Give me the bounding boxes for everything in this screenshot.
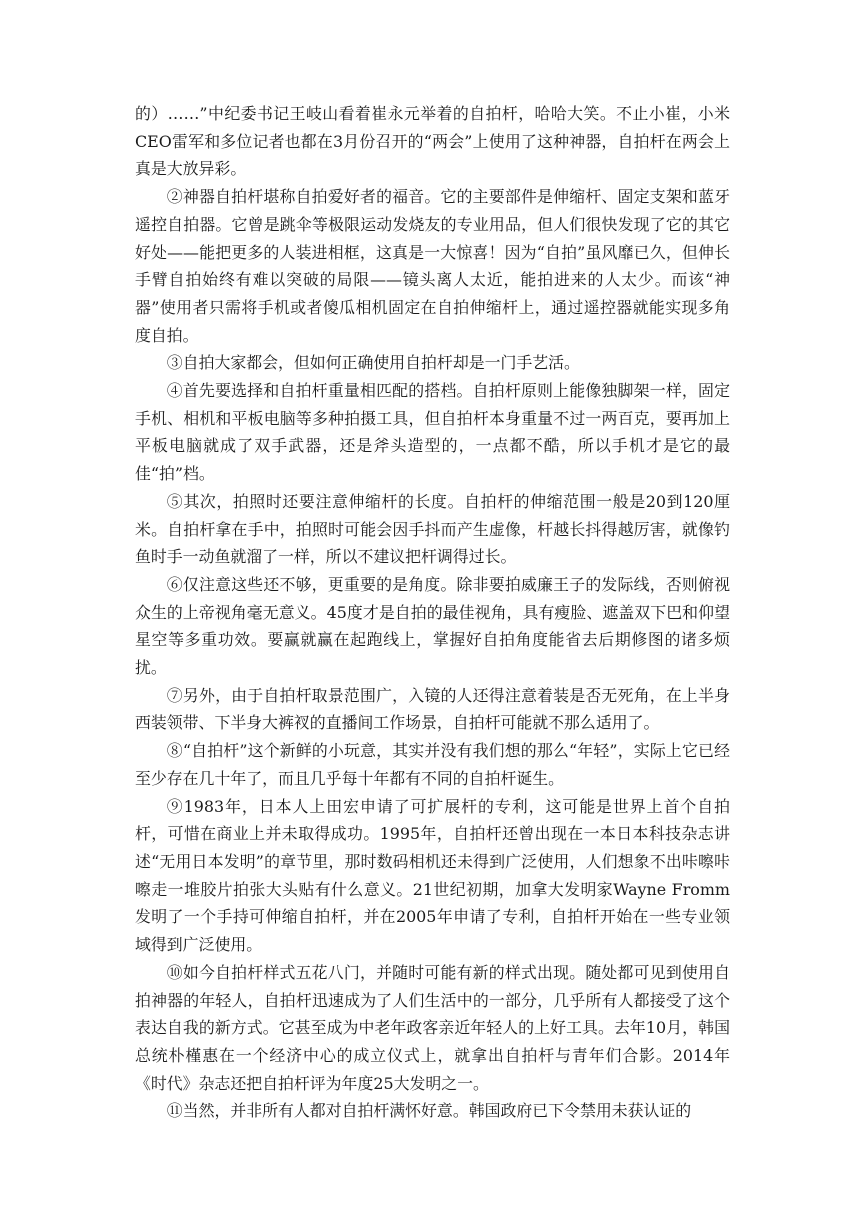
paragraph-3: ③自拍大家都会，但如何正确使用自拍杆却是一门手艺活。 bbox=[166, 353, 580, 373]
paragraph-1-continued: 的）……”中纪委书记王岐山看着崔永元举着的自拍杆，哈哈大笑。不止小崔，小米CEO雷军和多位记者也都在3月份召开的“两会”上使用了这种神器，自拍杆在两会上真是大放异彩。 bbox=[135, 104, 730, 179]
paragraph-7: ⑦另外，由于自拍杆取景范围广，入镜的人还得注意着装是否无死角，在上半身西装领带、下半身大裤衩的直播间工作场景，自拍杆可能就不那么适用了。 bbox=[135, 685, 730, 733]
paragraph-6: ⑥仅注意这些还不够，更重要的是角度。除非要拍威廉王子的发际线，否则俯视众生的上帝视角毫无意义。45度才是自拍的最佳视角，具有瘦脸、遮盖双下巴和仰望星空等多重功效。要赢就赢在起跑线上，掌握好自拍角度能省去后期修图的诸多烦扰。 bbox=[135, 574, 730, 678]
paragraph-8: ⑧“自拍杆”这个新鲜的小玩意，其实并没有我们想的那么“年轻”，实际上它已经至少存在几十年了，而且几乎每十年都有不同的自拍杆诞生。 bbox=[135, 741, 730, 788]
paragraph-9: ⑨1983年，日本人上田宏申请了可扩展杆的专利，这可能是世界上首个自拍杆，可惜在商业上并未取得成功。1995年，自拍杆还曾出现在一本日本科技杂志讲述“无用日本发明”的章节里，那时数码相机还未得到广泛使用，人们想象不出咔嚓咔嚓走一堆胶片拍张大头贴有什么意义。21世纪初期，加拿大发明家Wayne Fromm发明了一个手持可伸缩自拍杆，并在2005年申请了专利，自拍杆开始在一些专业领域得到广泛使用。 bbox=[135, 796, 730, 955]
paragraph-10: ⑩如今自拍杆样式五花八门，并随时可能有新的样式出现。随处都可见到使用自拍神器的年轻人，自拍杆迅速成为了人们生活中的一部分，几乎所有人都接受了这个表达自我的新方式。它甚至成为中老年政客亲近年轻人的上好工具。去年10月，韩国总统朴槿惠在一个经济中心的成立仪式上，就拿出自拍杆与青年们合影。2014年《时代》杂志还把自拍杆评为年度25大发明之一。 bbox=[135, 962, 730, 1093]
document-page bbox=[135, 100, 730, 1125]
paragraph-2: ②神器自拍杆堪称自拍爱好者的福音。它的主要部件是伸缩杆、固定支架和蓝牙遥控自拍器。它曾是跳伞等极限运动发烧友的专业用品，但人们很快发现了它的其它好处——能把更多的人装进相框，这真是一大惊喜！因为“自拍”虽风靡已久，但伸长手臂自拍始终有难以突破的局限——镜头离人太近，能拍进来的人太少。而该“神器”使用者只需将手机或者傻瓜相机固定在自拍伸缩杆上，通过遥控器就能实现多角度自拍。 bbox=[135, 187, 730, 345]
paragraph-4: ④首先要选择和自拍杆重量相匹配的搭档。自拍杆原则上能像独脚架一样，固定手机、相机和平板电脑等多种拍摄工具，但自拍杆本身重量不过一两百克，要再加上平板电脑就成了双手武器，还是斧头造型的，一点都不酷，所以手机才是它的最佳“拍”档。 bbox=[135, 381, 730, 484]
paragraph-5: ⑤其次，拍照时还要注意伸缩杆的长度。自拍杆的伸缩范围一般是20到120厘米。自拍杆拿在手中，拍照时可能会因手抖而产生虚像，杆越长抖得越厉害，就像钓鱼时手一动鱼就溜了一样，所以不建议把杆调得过长。 bbox=[135, 491, 730, 567]
paragraph-11: ⑪当然，并非所有人都对自拍杆满怀好意。韩国政府已下令禁用未获认证的 bbox=[166, 1101, 692, 1121]
